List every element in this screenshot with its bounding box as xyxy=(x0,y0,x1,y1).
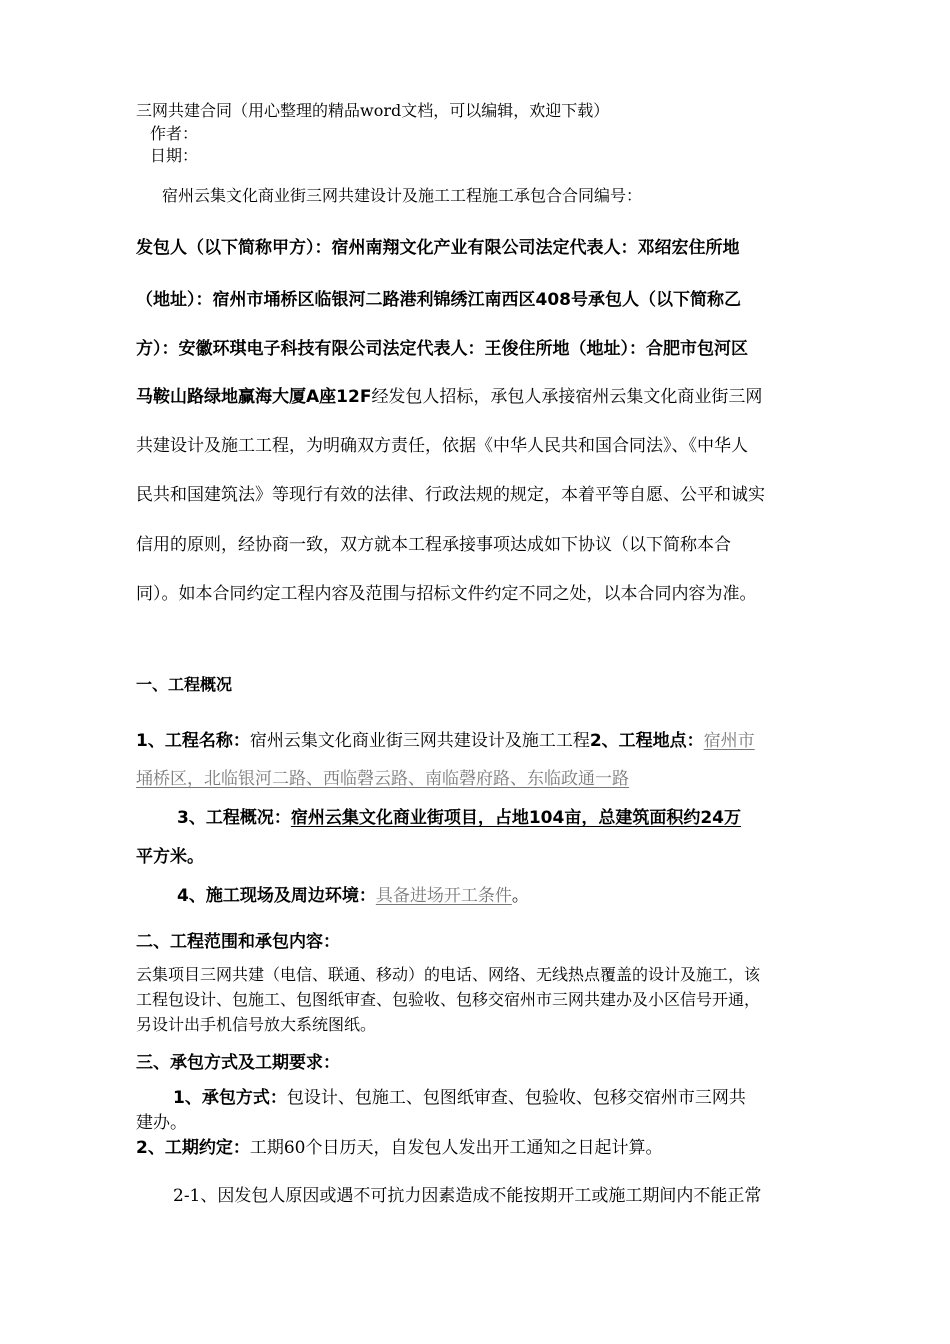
body-line-1: 共建设计及施工工程，为明确双方责任，依据《中华人民共和国合同法》、《中华人 xyxy=(136,436,748,456)
site-environment-value: 具备进场开工条件 xyxy=(375,886,512,906)
section1-heading: 一、工程概况 xyxy=(136,675,233,694)
contract-mode-label: 1、承包方式： xyxy=(173,1088,287,1108)
body-line-3: 信用的原则，经协商一致，双方就本工程承接事项达成如下协议（以下简称本合 xyxy=(136,535,731,555)
project-name-value: 宿州云集文化商业街三网共建设计及施工工程 xyxy=(249,731,590,751)
body-line-4: 同）。如本合同约定工程内容及范围与招标文件约定不同之处，以本合同内容为准。 xyxy=(136,584,757,604)
schedule-line xyxy=(136,1133,662,1158)
project-location-label: 2、工程地点： xyxy=(589,731,704,751)
project-name-label: 1、工程名称： xyxy=(136,731,250,751)
address-bold: 马鞍山路绿地赢海大厦A座12F xyxy=(136,387,372,407)
party-line-3: 方）：安徽环琪电子科技有限公司法定代表人：王俊住所地（地址）：合肥市包河区 xyxy=(136,339,748,359)
project-overview-line xyxy=(177,803,741,828)
date-label: 日期： xyxy=(150,146,199,165)
schedule-value: 工期60个日历天，自发包人发出开工通知之日起计算。 xyxy=(249,1138,663,1158)
project-overview-value: 宿州云集文化商业街项目，占地104亩，总建筑面积约24万 xyxy=(290,808,741,828)
body-line-2: 民共和国建筑法》等现行有效的法律、行政法规的规定，本着平等自愿、公平和诚实 xyxy=(136,485,765,505)
scope-line-2: 工程包设计、包施工、包图纸审查、包验收、包移交宿州市三网共建办及小区信号开通， xyxy=(136,990,761,1009)
scope-line-3: 另设计出手机信号放大系统图纸。 xyxy=(136,1015,377,1034)
party-line-1: 发包人（以下简称甲方）：宿州南翔文化产业有限公司法定代表人：邓绍宏住所地 xyxy=(136,238,740,258)
project-name-line xyxy=(136,726,755,751)
party-line-4 xyxy=(136,382,762,407)
project-overview-cont: 平方米。 xyxy=(136,847,204,867)
site-environment-line xyxy=(177,881,529,906)
author-label: 作者： xyxy=(150,124,199,143)
contract-mode-value: 包设计、包施工、包图纸审查、包验收、包移交宿州市三网共 xyxy=(286,1088,746,1108)
contract-mode-cont: 建办。 xyxy=(136,1113,187,1133)
tender-text: 经发包人招标，承包人承接宿州云集文化商业街三网 xyxy=(371,387,763,407)
site-environment-end: 。 xyxy=(511,886,529,906)
contract-mode-line xyxy=(173,1083,746,1108)
project-location-value-a: 宿州市 xyxy=(703,731,755,751)
section3-heading: 三、承包方式及工期要求： xyxy=(136,1053,340,1073)
schedule-label: 2、工期约定： xyxy=(136,1138,250,1158)
scope-line-1: 云集项目三网共建（电信、联通、移动）的电话、网络、无线热点覆盖的设计及施工，该 xyxy=(136,965,761,984)
contract-title: 宿州云集文化商业街三网共建设计及施工工程施工承包合合同编号： xyxy=(162,186,643,205)
delay-clause: 2-1、因发包人原因或遇不可抗力因素造成不能按期开工或施工期间内不能正常 xyxy=(173,1186,762,1206)
site-environment-label: 4、施工现场及周边环境： xyxy=(177,886,376,906)
party-line-2: （地址）：宿州市埇桥区临银河二路港利锦绣江南西区408号承包人（以下简称乙 xyxy=(136,290,741,310)
project-overview-label: 3、工程概况： xyxy=(177,808,291,828)
section2-heading: 二、工程范围和承包内容： xyxy=(136,932,340,952)
project-location-value-b: 埇桥区，北临银河二路、西临磬云路、南临磬府路、东临政通一路 xyxy=(136,769,629,789)
document-title: 三网共建合同（用心整理的精品word文档，可以编辑，欢迎下载） xyxy=(136,101,610,120)
